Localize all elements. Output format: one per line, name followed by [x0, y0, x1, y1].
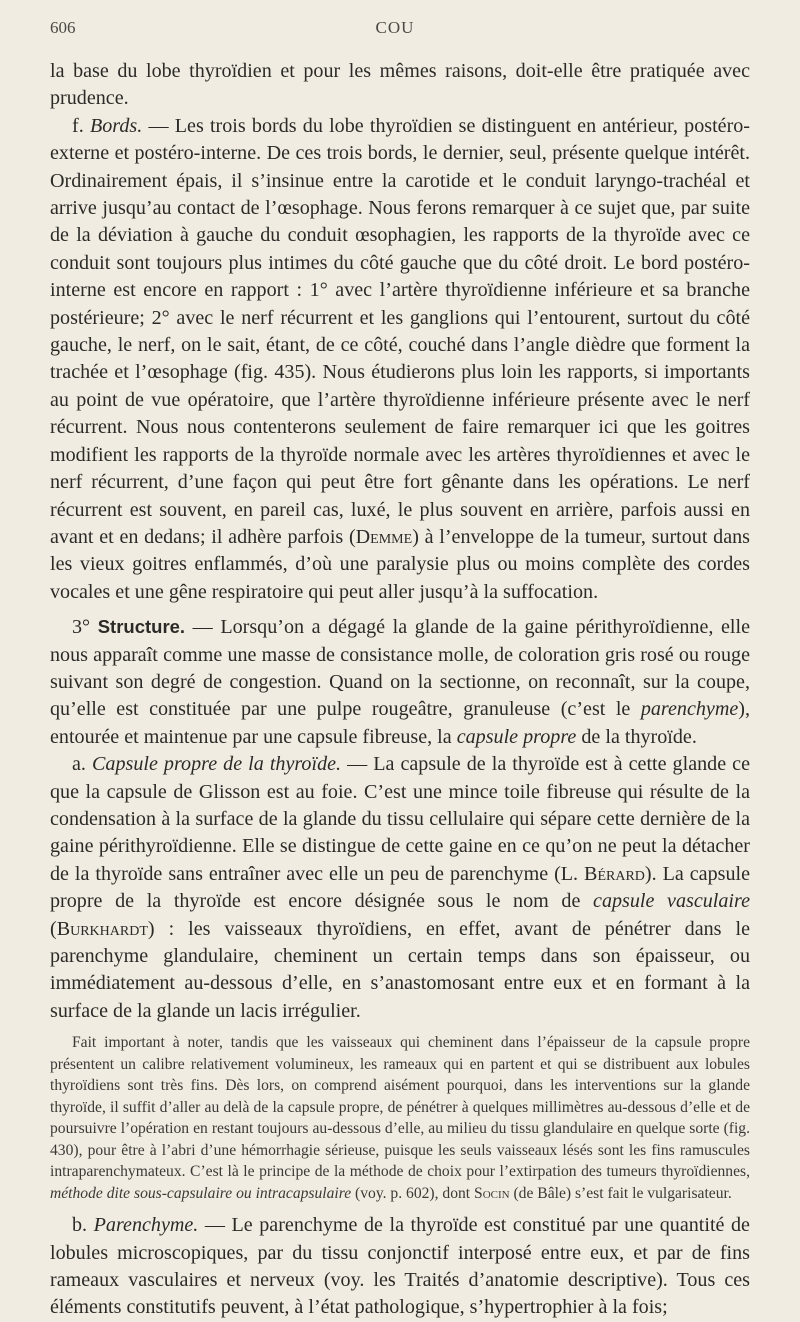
running-header [50, 18, 740, 42]
paragraph-capsule: a. Capsule propre de la thyroïde. — La capsule de la thyroïde est à cette glande ce que la capsule de Glisson est au foie. C’est une mince toile fibreuse qui résulte de la condensation à la surface de la glande du tissu cellulaire qui sépare cette dernière de la gaine périthyroïdienne. Elle se distingue de cette gaine en ce qu’on ne peut la détacher de la thyroïde sans entraîner avec elle un peu de parenchyme (L. Bérard). La capsule propre de la thyroïde est encore désignée sous le nom de capsule vasculaire (Burkhardt) : les vaisseaux thyroïdiens, en effet, avant de pénétrer dans le parenchyme glandulaire, cheminent un certain temps dans son épaisseur, ou immédiatement au-dessous d’elle, en s’anastomosant entre eux et en formant à la surface de la glande un lacis irrégulier. [50, 753, 751, 1022]
paragraph-bords: f. Bords. — Les trois bords du lobe thyroïdien se distinguent en antérieur, postéro-externe et postéro-interne. De ces trois bords, le dernier, seul, présente quelque intérêt. Ordinairement épais, il s’insinue entre la carotide et le conduit laryngo-trachéal et arrive jusqu’au contact de l’œsophage. Nous ferons remarquer à ce sujet que, par suite de la déviation à gauche du conduit œsophagien, les rapports de la thyroïde avec ce conduit sont toujours plus intimes du côté gauche que du côté droit. Le bord postéro-interne est encore en rapport : 1° avec l’artère thyroïdienne inférieure et sa branche postérieure; 2° avec le nerf récurrent et les ganglions qui l’entourent, surtout du côté gauche, le nerf, on le sait, étant, de ce côté, couché dans l’angle dièdre que forment la trachée et l’œsophage (fig. 435). Nous étudierons plus loin les rapports, si importants au point de vue opératoire, que l’artère thyroïdienne inférieure présente avec le nerf récurrent. Nous nous contenterons seulement de faire remarquer ici que les goitres modifient les rapports de la thyroïde normale avec les artères thyroïdiennes et avec le nerf récurrent, d’une façon qui peut être fort gênante dans les opérations. Le nerf récurrent est souvent, en pareil cas, luxé, le plus souvent en arrière, parfois aussi en avant et en dedans; il adhère parfois (Demme) à l’enveloppe de la tumeur, surtout dans les vieux goitres enflammés, d’où une paralysie plus ou moins complète des cordes vocales et une gêne respiratoire qui peut aller jusqu’à la suffocation. [50, 114, 750, 603]
author-name: Bérard [584, 862, 645, 885]
running-title: COU [375, 18, 415, 37]
paragraph-parenchyme: b. Parenchyme. — Le parenchyme de la thyroïde est constitué par une quantité de lobules microscopiques, par du tissu conjonctif interposé entre eux, et par de fins rameaux vasculaires et nerveux (voy. les Traités d’anatomie descriptive). Tous ces éléments constitutifs peuvent, à l’état pathologique, s’hypertrophier à la fois; [50, 1214, 750, 1319]
section-number: 3° [72, 616, 91, 639]
section-title-structure: Structure. [97, 616, 186, 638]
paragraph-continuation: la base du lobe thyroïdien et pour les mêmes raisons, doit-elle être pratiquée avec prudence. [50, 60, 750, 110]
page-number: 606 [50, 18, 76, 37]
author-name: Burkhardt [56, 917, 148, 940]
body-text [50, 58, 750, 1322]
paragraph-note: Fait important à noter, tandis que les vaisseaux qui cheminent dans l’épaisseur de la capsule propre présentent un calibre relativement volumineux, les rameaux qui en partent et qui se distribuent aux lobules thyroïdiens sont très fins. Dès lors, on comprend aisément pourquoi, dans les interventions sur la glande thyroïde, il suffit d’aller au delà de la capsule propre, de pénétrer à quelques millimètres au-dessous d’elle et de poursuivre l’opération en restant toujours au-dessous d’elle, au milieu du tissu glandulaire en quelque sorte (fig. 430), pour être à l’abri d’une hémorrhagie sérieuse, puisque les seuls vaisseaux lésés sont les fins ramuscules intraparenchymateux. C’est là le principe de la méthode de choix pour l’extirpation des tumeurs thyroïdiennes, méthode dite sous-capsulaire ou intracapsulaire (voy. p. 602), dont Socin (de Bâle) s’est fait le vulgarisateur. [50, 1034, 750, 1202]
author-name: Demme [355, 525, 413, 548]
subsection-title-capsule: Capsule propre de la thyroïde. [92, 753, 342, 776]
paragraph-structure: 3° Structure. — Lorsqu’on a dégagé la glande de la gaine périthyroïdienne, elle nous apparaît comme une masse de consistance molle, de coloration gris rosé ou rouge suivant son degré de congestion. Quand on la sectionne, on reconnaît, sur la coupe, qu’elle est constituée par une pulpe rougeâtre, granuleuse (c’est le parenchyme), entourée et maintenue par une capsule fibreuse, la capsule propre de la thyroïde. [50, 616, 750, 748]
author-name: Socin [474, 1184, 510, 1202]
subsection-title-bords: Bords. [89, 114, 143, 137]
subsection-title-parenchyme: Parenchyme. [93, 1214, 199, 1237]
